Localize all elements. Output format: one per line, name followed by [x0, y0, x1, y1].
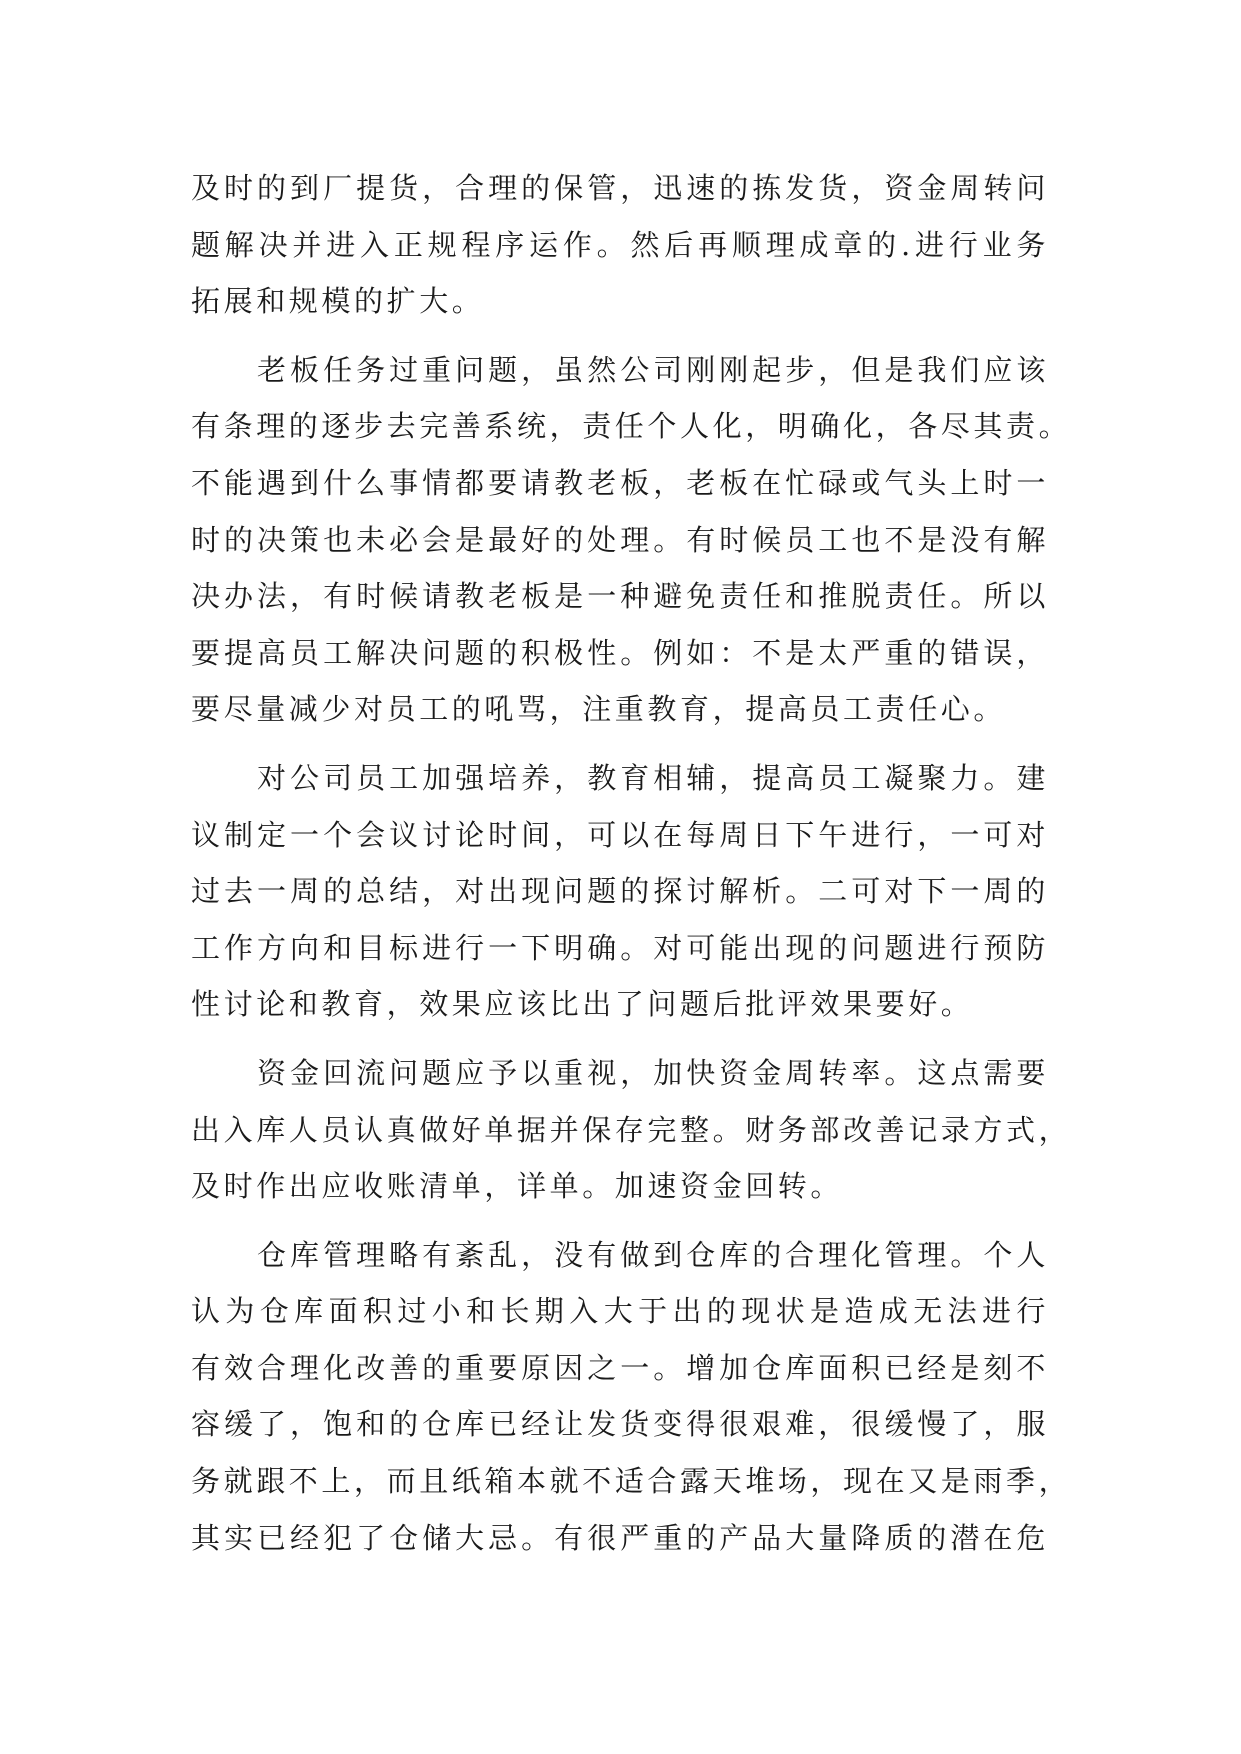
text-line: 题解决并进入正规程序运作。然后再顺理成章的.进行业务 — [191, 227, 1049, 262]
text-line: 时的决策也未必会是最好的处理。有时候员工也不是没有解 — [191, 522, 1049, 557]
paragraph-5 — [191, 1227, 1072, 1567]
text-line: 及时的到厂提货，合理的保管，迅速的拣发货，资金周转问 — [191, 171, 1049, 205]
text-line: 要提高员工解决问题的积极性。例如：不是太严重的错误， — [191, 635, 1049, 670]
text-line: 容缓了，饱和的仓库已经让发货变得很艰难，很缓慢了，服 — [191, 1407, 1049, 1442]
text-line: 有条理的逐步去完善系统，责任个人化，明确化，各尽其责。 — [191, 409, 1072, 444]
paragraph-3 — [191, 750, 1049, 1033]
document-body — [191, 160, 1072, 1566]
text-line: 工作方向和目标进行一下明确。对可能出现的问题进行预防 — [191, 930, 1049, 965]
paragraph-2 — [191, 342, 1072, 738]
text-line: 有效合理化改善的重要原因之一。增加仓库面积已经是刻不 — [191, 1350, 1049, 1385]
text-line: 性讨论和教育，效果应该比出了问题后批评效果要好。 — [191, 987, 974, 1022]
text-line: 要尽量减少对员工的吼骂，注重教育，提高员工责任心。 — [191, 692, 1007, 727]
paragraph-4 — [191, 1045, 1072, 1215]
paragraph-gap — [191, 1215, 1049, 1227]
text-line: 其实已经犯了仓储大忌。有很严重的产品大量降质的潜在危 — [191, 1520, 1049, 1555]
text-line: 拓展和规模的扩大。 — [191, 284, 485, 319]
paragraph-gap — [191, 1033, 1049, 1045]
text-line: 认为仓库面积过小和长期入大于出的现状是造成无法进行 — [191, 1294, 1049, 1329]
text-line: 老板任务过重问题，虽然公司刚刚起步，但是我们应该 — [191, 352, 1049, 387]
text-line: 务就跟不上，而且纸箱本就不适合露天堆场，现在又是雨季， — [191, 1464, 1072, 1499]
text-line: 资金回流问题应予以重视，加快资金周转率。这点需要 — [191, 1055, 1049, 1090]
paragraph-1 — [191, 160, 1049, 330]
paragraph-gap — [191, 738, 1049, 750]
text-line: 及时作出应收账清单，详单。加速资金回转。 — [191, 1169, 844, 1204]
text-line: 出入库人员认真做好单据并保存完整。财务部改善记录方式， — [191, 1112, 1072, 1147]
text-line: 不能遇到什么事情都要请教老板，老板在忙碌或气头上时一 — [191, 465, 1049, 500]
text-line: 仓库管理略有紊乱，没有做到仓库的合理化管理。个人 — [191, 1237, 1049, 1272]
text-line: 过去一周的总结，对出现问题的探讨解析。二可对下一周的 — [191, 874, 1049, 909]
text-line: 议制定一个会议讨论时间，可以在每周日下午进行，一可对 — [191, 817, 1049, 852]
paragraph-gap — [191, 330, 1049, 342]
text-line: 决办法，有时候请教老板是一种避免责任和推脱责任。所以 — [191, 579, 1049, 614]
text-line: 对公司员工加强培养，教育相辅，提高员工凝聚力。建 — [191, 760, 1049, 795]
